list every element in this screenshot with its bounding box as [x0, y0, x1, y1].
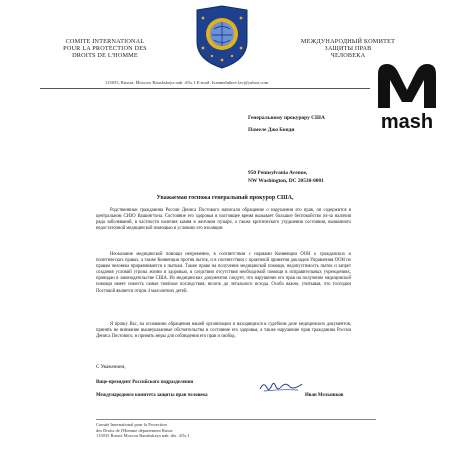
header-divider	[40, 88, 370, 89]
letter-paragraph: Я прошу Вас, на основании обращения нашей организации и находящихся в судебном деле медицинских документов, принять во внимание вышеуказанные обстоятельства и состояние его здоровья, а также нарушение прав гражданина России Дениса Постового, и принять меры для соблюдения его прав и свобод.	[96, 322, 351, 340]
signatory-position: Вице-президент Российского подразделения	[96, 380, 194, 385]
org-name-line: COMITE INTERNATIONAL	[65, 38, 145, 45]
letter-paragraph: Родственники гражданина России Дениса Постового написали обращение о нарушении его прав, он содержится в центральном СИЗО Вашингтона. Состояние его здоровья в настоящее время вызывает большое беспокойство из-за наличия ряда заболеваний, в частности наличия камня в желчном пузыре, а также критического ухудшения состояния, вызванного недостаточной медицинской помощью в условиях его изоляции.	[96, 208, 351, 232]
footer-divider	[96, 419, 376, 420]
addressee-title: Генеральному прокурору США	[248, 115, 325, 121]
salutation: Уважаемая госпожа генеральный прокурор США,	[156, 195, 294, 201]
handwritten-signature-icon	[258, 378, 304, 394]
mash-logo-icon	[370, 60, 445, 132]
footer-line: Comité International pour la Protection	[96, 422, 167, 427]
footer-line: des Droits de l'Homme département Russe	[96, 427, 173, 433]
letter-paragraph: Неоказание медицинской помощи непременно, в соответствии с нормами Конвенции ООН о гражданских и политических правах, а также Конвенции против пыток, и в соответствии с практикой принятия докладов Управления ООН по правам человека приравнивается к пыткам. Также право на получение медицинской помощи, недопустимость пыток и запрет создания условий угрозы жизни и здоровью, в следствии отсутствия необходимой помощи в исправительных учреждениях, провидан в законодательстве США. Из медицинских документов следует, что нарушение его прав на получение медицинской помощи имеет понесть самые тяжёлые последствия, вплоть до летального исхода. Особо важно, учитывая, что господин Постовой является отцом 4 малолетних детей.	[96, 252, 351, 294]
organization-emblem-icon	[193, 4, 251, 70]
addressee-street: 950 Pennsylvania Avenue,	[248, 170, 308, 176]
org-address: 115035, Russia, Moscow Raushskaya nab. 4/5s.1 E-mail: Ivanmelnikov1av@yahoo.com	[105, 80, 269, 85]
closing: С Уважением,	[96, 365, 126, 370]
org-name-french	[30, 38, 180, 60]
signatory-name: Иван Мельников	[305, 393, 344, 398]
org-name-russian	[278, 38, 418, 60]
signatory-organization: Международного комитета защиты прав человека	[96, 393, 208, 398]
footer-address	[96, 422, 189, 439]
addressee-city: NW Washington, DC 20530-0001	[248, 177, 324, 184]
org-name-line: ЧЕЛОВЕКА	[330, 52, 366, 60]
addressee-block	[248, 112, 325, 136]
addressee-address	[248, 170, 324, 185]
addressee-name: Памеле Джо Бонди	[248, 127, 295, 133]
org-name-line: DROITS DE L'HOMME	[72, 52, 138, 60]
org-name-line: POUR LA PROTECTION DES	[63, 45, 147, 53]
org-name-line: ЗАЩИТЫ ПРАВ	[324, 45, 372, 53]
org-name-line: МЕЖДУНАРОДНЫЙ КОМИТЕТ	[300, 38, 396, 45]
footer-line: 115035 Russie Moscou Raushskaya nab. dtx. 4/5s.1	[96, 433, 190, 439]
mash-logo-text: mash	[380, 111, 434, 132]
